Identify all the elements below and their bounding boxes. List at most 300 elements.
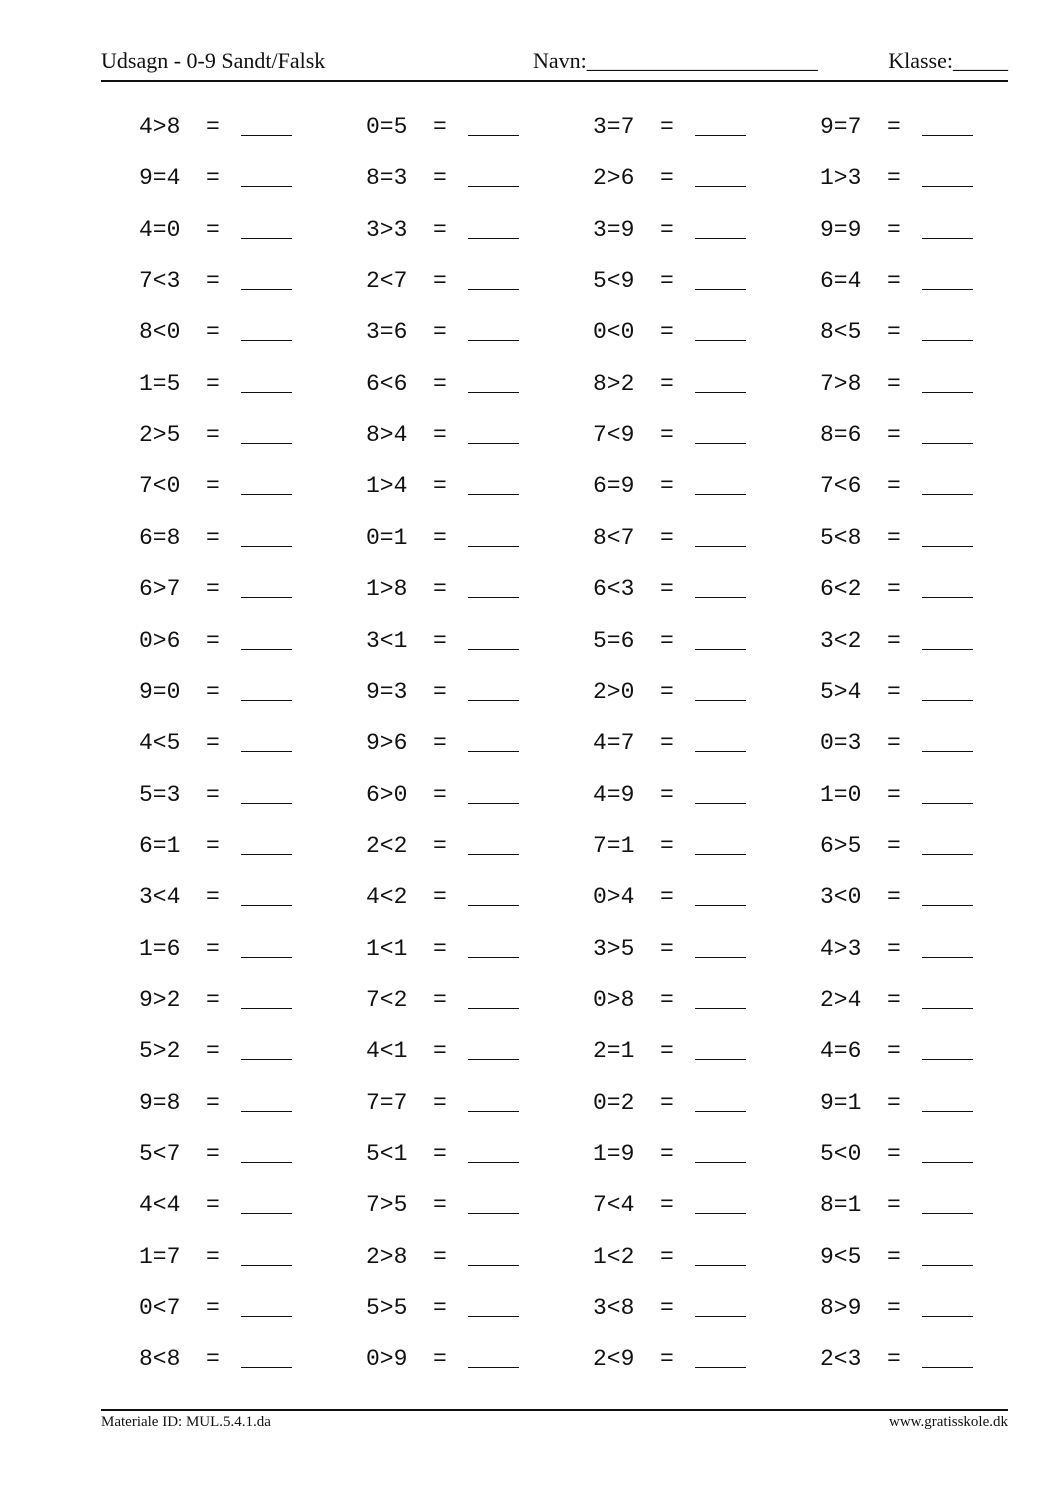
exercise-item xyxy=(139,1293,329,1323)
equals-sign: = xyxy=(660,884,674,911)
equals-sign: = xyxy=(206,678,220,705)
exercise-statement: 1=9 xyxy=(593,1141,635,1167)
answer-blank[interactable] xyxy=(695,803,746,804)
exercise-item xyxy=(820,471,1010,501)
exercise-statement: 3<8 xyxy=(593,1295,635,1322)
answer-blank[interactable] xyxy=(695,1111,746,1112)
exercise-item xyxy=(366,1088,556,1118)
equals-sign: = xyxy=(887,1141,901,1167)
exercise-statement: 3>5 xyxy=(593,935,635,962)
answer-blank[interactable] xyxy=(468,1111,519,1112)
exercise-statement: 8>2 xyxy=(593,370,635,397)
answer-blank[interactable] xyxy=(468,597,519,598)
equals-sign: = xyxy=(433,832,447,859)
answer-blank[interactable] xyxy=(468,494,519,495)
answer-blank[interactable] xyxy=(695,1367,746,1368)
equals-sign: = xyxy=(206,986,220,1013)
answer-blank[interactable] xyxy=(922,238,973,239)
equals-sign: = xyxy=(206,1192,220,1219)
equals-sign: = xyxy=(660,576,674,603)
exercise-item xyxy=(366,317,556,347)
answer-blank[interactable] xyxy=(241,597,292,598)
answer-blank[interactable] xyxy=(241,1265,292,1266)
answer-blank[interactable] xyxy=(241,1367,292,1368)
exercise-statement: 9>2 xyxy=(139,986,181,1013)
answer-blank[interactable] xyxy=(241,1162,292,1163)
answer-blank[interactable] xyxy=(922,494,973,495)
answer-blank[interactable] xyxy=(695,494,746,495)
equals-sign: = xyxy=(206,935,220,962)
answer-blank[interactable] xyxy=(695,957,746,958)
exercise-statement: 9<5 xyxy=(820,1243,862,1270)
answer-blank[interactable] xyxy=(922,392,973,393)
answer-blank[interactable] xyxy=(922,340,973,341)
equals-sign: = xyxy=(660,1089,674,1116)
exercise-statement: 2=1 xyxy=(593,1038,635,1065)
exercise-statement: 9=1 xyxy=(820,1089,862,1116)
exercise-statement: 7<9 xyxy=(593,422,635,449)
answer-blank[interactable] xyxy=(922,289,973,290)
answer-blank[interactable] xyxy=(468,340,519,341)
answer-blank[interactable] xyxy=(468,1213,519,1214)
exercise-statement: 5<9 xyxy=(593,268,635,295)
exercise-statement: 8<0 xyxy=(139,319,181,346)
equals-sign: = xyxy=(433,935,447,962)
exercise-statement: 1=7 xyxy=(139,1243,181,1270)
answer-blank[interactable] xyxy=(468,1367,519,1368)
equals-sign: = xyxy=(206,319,220,346)
exercise-statement: 4=7 xyxy=(593,730,635,757)
answer-blank[interactable] xyxy=(241,546,292,547)
equals-sign: = xyxy=(887,473,901,500)
answer-blank[interactable] xyxy=(922,1213,973,1214)
answer-blank[interactable] xyxy=(241,340,292,341)
exercise-item xyxy=(139,626,329,656)
exercise-item xyxy=(139,1344,329,1374)
exercise-item xyxy=(593,523,783,553)
equals-sign: = xyxy=(433,678,447,705)
exercise-statement: 4<4 xyxy=(139,1192,181,1219)
equals-sign: = xyxy=(660,1038,674,1065)
answer-blank[interactable] xyxy=(468,905,519,906)
exercise-statement: 9>6 xyxy=(366,730,408,757)
equals-sign: = xyxy=(206,884,220,911)
answer-blank[interactable] xyxy=(922,597,973,598)
equals-sign: = xyxy=(887,627,901,654)
answer-blank[interactable] xyxy=(695,854,746,855)
exercise-item xyxy=(820,523,1010,553)
answer-blank[interactable] xyxy=(241,1111,292,1112)
exercise-item xyxy=(820,112,1010,142)
equals-sign: = xyxy=(206,1295,220,1322)
exercise-statement: 5>4 xyxy=(820,678,862,705)
exercise-statement: 3<0 xyxy=(820,884,862,911)
exercise-statement: 2<9 xyxy=(593,1346,635,1373)
answer-blank[interactable] xyxy=(241,1316,292,1317)
answer-blank[interactable] xyxy=(695,700,746,701)
exercise-statement: 5<7 xyxy=(139,1141,181,1167)
exercise-item xyxy=(820,266,1010,296)
answer-blank[interactable] xyxy=(695,289,746,290)
exercise-item xyxy=(366,1190,556,1220)
name-field-label: Navn:_____________________ xyxy=(533,48,818,73)
equals-sign: = xyxy=(433,1192,447,1219)
answer-blank[interactable] xyxy=(922,135,973,136)
exercise-statement: 2>6 xyxy=(593,165,635,192)
exercise-statement: 5=3 xyxy=(139,781,181,808)
exercise-statement: 4<1 xyxy=(366,1038,408,1065)
exercise-statement: 6=8 xyxy=(139,524,181,551)
exercise-statement: 2>0 xyxy=(593,678,635,705)
exercise-statement: 3=6 xyxy=(366,319,408,346)
exercise-item xyxy=(820,1036,1010,1066)
answer-blank[interactable] xyxy=(468,1162,519,1163)
answer-blank[interactable] xyxy=(922,1316,973,1317)
exercise-statement: 1=5 xyxy=(139,370,181,397)
equals-sign: = xyxy=(660,1295,674,1322)
answer-blank[interactable] xyxy=(695,340,746,341)
answer-blank[interactable] xyxy=(922,1265,973,1266)
answer-blank[interactable] xyxy=(468,957,519,958)
exercise-item xyxy=(593,1242,783,1272)
equals-sign: = xyxy=(660,524,674,551)
equals-sign: = xyxy=(887,1295,901,1322)
equals-sign: = xyxy=(887,576,901,603)
answer-blank[interactable] xyxy=(922,1008,973,1009)
exercise-item xyxy=(820,1190,1010,1220)
answer-blank[interactable] xyxy=(922,751,973,752)
answer-blank[interactable] xyxy=(922,186,973,187)
exercise-statement: 7<0 xyxy=(139,473,181,500)
answer-blank[interactable] xyxy=(468,1059,519,1060)
exercise-item xyxy=(366,523,556,553)
equals-sign: = xyxy=(660,422,674,449)
answer-blank[interactable] xyxy=(468,135,519,136)
exercise-statement: 7<2 xyxy=(366,986,408,1013)
answer-blank[interactable] xyxy=(922,957,973,958)
exercise-item xyxy=(820,317,1010,347)
equals-sign: = xyxy=(206,1038,220,1065)
equals-sign: = xyxy=(660,1192,674,1219)
exercise-item xyxy=(593,1293,783,1323)
answer-blank[interactable] xyxy=(922,905,973,906)
footer-divider xyxy=(101,1409,1008,1411)
exercise-item xyxy=(820,1293,1010,1323)
exercise-item xyxy=(139,831,329,861)
equals-sign: = xyxy=(660,935,674,962)
exercise-statement: 7>8 xyxy=(820,370,862,397)
exercise-item xyxy=(366,626,556,656)
answer-blank[interactable] xyxy=(468,751,519,752)
exercise-item xyxy=(366,266,556,296)
exercise-statement: 3<2 xyxy=(820,627,862,654)
exercise-item xyxy=(366,369,556,399)
exercise-statement: 9=8 xyxy=(139,1089,181,1116)
answer-blank[interactable] xyxy=(695,1265,746,1266)
exercise-item xyxy=(593,831,783,861)
exercise-item xyxy=(593,112,783,142)
equals-sign: = xyxy=(206,370,220,397)
equals-sign: = xyxy=(660,627,674,654)
equals-sign: = xyxy=(660,1141,674,1167)
answer-blank[interactable] xyxy=(695,238,746,239)
exercise-statement: 1=0 xyxy=(820,781,862,808)
exercise-item xyxy=(139,163,329,193)
exercise-item xyxy=(139,1139,329,1169)
equals-sign: = xyxy=(206,473,220,500)
exercise-statement: 9=9 xyxy=(820,216,862,243)
exercise-statement: 5>5 xyxy=(366,1295,408,1322)
answer-blank[interactable] xyxy=(241,957,292,958)
answer-blank[interactable] xyxy=(241,238,292,239)
equals-sign: = xyxy=(433,884,447,911)
answer-blank[interactable] xyxy=(241,751,292,752)
answer-blank[interactable] xyxy=(468,1265,519,1266)
exercise-statement: 6>7 xyxy=(139,576,181,603)
exercise-item xyxy=(366,1139,556,1169)
exercise-statement: 5=6 xyxy=(593,627,635,654)
exercise-item xyxy=(820,831,1010,861)
equals-sign: = xyxy=(206,576,220,603)
answer-blank[interactable] xyxy=(468,649,519,650)
answer-blank[interactable] xyxy=(695,751,746,752)
exercise-item xyxy=(366,1344,556,1374)
equals-sign: = xyxy=(887,268,901,295)
exercise-statement: 5<8 xyxy=(820,524,862,551)
equals-sign: = xyxy=(206,422,220,449)
equals-sign: = xyxy=(887,319,901,346)
exercise-statement: 6>0 xyxy=(366,781,408,808)
answer-blank[interactable] xyxy=(241,1008,292,1009)
exercise-statement: 3=9 xyxy=(593,216,635,243)
exercise-statement: 2>4 xyxy=(820,986,862,1013)
answer-blank[interactable] xyxy=(695,1008,746,1009)
exercise-item xyxy=(139,934,329,964)
answer-blank[interactable] xyxy=(922,546,973,547)
answer-blank[interactable] xyxy=(695,392,746,393)
exercise-statement: 0<0 xyxy=(593,319,635,346)
answer-blank[interactable] xyxy=(241,289,292,290)
answer-blank[interactable] xyxy=(241,700,292,701)
answer-blank[interactable] xyxy=(695,1316,746,1317)
website-url: www.gratisskole.dk xyxy=(888,1414,1008,1430)
exercise-item xyxy=(593,163,783,193)
equals-sign: = xyxy=(433,1346,447,1373)
answer-blank[interactable] xyxy=(468,546,519,547)
exercise-item xyxy=(139,317,329,347)
answer-blank[interactable] xyxy=(695,597,746,598)
equals-sign: = xyxy=(660,319,674,346)
exercise-statement: 4>3 xyxy=(820,935,862,962)
answer-blank[interactable] xyxy=(241,649,292,650)
exercise-statement: 7<3 xyxy=(139,268,181,295)
equals-sign: = xyxy=(206,1346,220,1373)
answer-blank[interactable] xyxy=(922,1367,973,1368)
equals-sign: = xyxy=(433,1089,447,1116)
exercise-item xyxy=(593,369,783,399)
answer-blank[interactable] xyxy=(241,392,292,393)
exercise-item xyxy=(139,112,329,142)
exercise-item xyxy=(593,317,783,347)
equals-sign: = xyxy=(660,370,674,397)
exercise-statement: 8>4 xyxy=(366,422,408,449)
exercise-item xyxy=(820,934,1010,964)
answer-blank[interactable] xyxy=(922,1111,973,1112)
equals-sign: = xyxy=(206,1089,220,1116)
equals-sign: = xyxy=(433,319,447,346)
answer-blank[interactable] xyxy=(241,186,292,187)
answer-blank[interactable] xyxy=(241,1059,292,1060)
exercise-item xyxy=(366,112,556,142)
answer-blank[interactable] xyxy=(695,1213,746,1214)
answer-blank[interactable] xyxy=(468,700,519,701)
answer-blank[interactable] xyxy=(241,494,292,495)
exercise-statement: 0>8 xyxy=(593,986,635,1013)
answer-blank[interactable] xyxy=(695,1059,746,1060)
exercise-statement: 1<2 xyxy=(593,1243,635,1270)
answer-blank[interactable] xyxy=(695,186,746,187)
exercise-item xyxy=(139,523,329,553)
exercise-item xyxy=(593,420,783,450)
exercise-item xyxy=(139,1036,329,1066)
exercise-item xyxy=(593,882,783,912)
exercise-item xyxy=(593,677,783,707)
exercise-item xyxy=(820,882,1010,912)
answer-blank[interactable] xyxy=(922,649,973,650)
answer-blank[interactable] xyxy=(695,649,746,650)
equals-sign: = xyxy=(887,524,901,551)
answer-blank[interactable] xyxy=(468,238,519,239)
equals-sign: = xyxy=(433,114,447,140)
exercise-statement: 8=1 xyxy=(820,1192,862,1219)
equals-sign: = xyxy=(660,268,674,295)
exercise-statement: 0=5 xyxy=(366,114,408,140)
exercise-item xyxy=(820,626,1010,656)
answer-blank[interactable] xyxy=(922,1162,973,1163)
equals-sign: = xyxy=(887,986,901,1013)
equals-sign: = xyxy=(206,1141,220,1167)
exercise-item xyxy=(820,215,1010,245)
equals-sign: = xyxy=(887,370,901,397)
exercise-statement: 5<0 xyxy=(820,1141,862,1167)
exercise-item xyxy=(820,163,1010,193)
equals-sign: = xyxy=(660,165,674,192)
equals-sign: = xyxy=(660,678,674,705)
answer-blank[interactable] xyxy=(695,135,746,136)
answer-blank[interactable] xyxy=(922,803,973,804)
exercise-item xyxy=(366,831,556,861)
answer-blank[interactable] xyxy=(468,854,519,855)
answer-blank[interactable] xyxy=(468,1316,519,1317)
exercise-item xyxy=(366,1242,556,1272)
equals-sign: = xyxy=(887,935,901,962)
exercise-item xyxy=(366,215,556,245)
exercise-statement: 3<1 xyxy=(366,627,408,654)
answer-blank[interactable] xyxy=(241,905,292,906)
equals-sign: = xyxy=(660,216,674,243)
answer-blank[interactable] xyxy=(695,905,746,906)
answer-blank[interactable] xyxy=(468,186,519,187)
answer-blank[interactable] xyxy=(241,135,292,136)
exercise-statement: 4=6 xyxy=(820,1038,862,1065)
answer-blank[interactable] xyxy=(468,1008,519,1009)
exercise-statement: 1>3 xyxy=(820,165,862,192)
exercise-item xyxy=(820,677,1010,707)
answer-blank[interactable] xyxy=(241,854,292,855)
equals-sign: = xyxy=(433,576,447,603)
answer-blank[interactable] xyxy=(922,700,973,701)
exercise-item xyxy=(139,215,329,245)
equals-sign: = xyxy=(887,216,901,243)
exercise-item xyxy=(366,728,556,758)
equals-sign: = xyxy=(660,473,674,500)
exercise-statement: 7<4 xyxy=(593,1192,635,1219)
exercise-item xyxy=(139,471,329,501)
equals-sign: = xyxy=(887,422,901,449)
equals-sign: = xyxy=(206,165,220,192)
exercise-item xyxy=(820,420,1010,450)
exercise-item xyxy=(139,369,329,399)
answer-blank[interactable] xyxy=(468,803,519,804)
exercise-statement: 9=4 xyxy=(139,165,181,192)
exercise-item xyxy=(139,882,329,912)
answer-blank[interactable] xyxy=(468,443,519,444)
exercise-item xyxy=(366,985,556,1015)
equals-sign: = xyxy=(660,832,674,859)
exercise-item xyxy=(366,163,556,193)
exercise-statement: 2>5 xyxy=(139,422,181,449)
exercise-item xyxy=(139,1190,329,1220)
exercise-statement: 3>3 xyxy=(366,216,408,243)
exercise-item xyxy=(366,574,556,604)
exercise-statement: 0=1 xyxy=(366,524,408,551)
answer-blank[interactable] xyxy=(695,1162,746,1163)
equals-sign: = xyxy=(887,832,901,859)
answer-blank[interactable] xyxy=(922,443,973,444)
answer-blank[interactable] xyxy=(468,289,519,290)
exercise-statement: 0<7 xyxy=(139,1295,181,1322)
equals-sign: = xyxy=(887,1243,901,1270)
answer-blank[interactable] xyxy=(922,1059,973,1060)
exercise-item xyxy=(820,728,1010,758)
answer-blank[interactable] xyxy=(241,443,292,444)
answer-blank[interactable] xyxy=(241,1213,292,1214)
answer-blank[interactable] xyxy=(695,546,746,547)
exercise-statement: 6=9 xyxy=(593,473,635,500)
exercise-item xyxy=(139,420,329,450)
equals-sign: = xyxy=(433,268,447,295)
exercise-statement: 0=3 xyxy=(820,730,862,757)
answer-blank[interactable] xyxy=(468,392,519,393)
exercise-item xyxy=(593,1036,783,1066)
exercise-item xyxy=(366,1293,556,1323)
equals-sign: = xyxy=(433,781,447,808)
equals-sign: = xyxy=(887,1038,901,1065)
exercise-item xyxy=(366,882,556,912)
exercise-item xyxy=(593,1088,783,1118)
exercise-item xyxy=(366,420,556,450)
exercise-statement: 6>5 xyxy=(820,832,862,859)
equals-sign: = xyxy=(887,1192,901,1219)
exercise-statement: 9=7 xyxy=(820,114,862,140)
equals-sign: = xyxy=(660,114,674,140)
equals-sign: = xyxy=(433,1295,447,1322)
answer-blank[interactable] xyxy=(695,443,746,444)
exercise-statement: 1<1 xyxy=(366,935,408,962)
exercise-statement: 0>6 xyxy=(139,627,181,654)
answer-blank[interactable] xyxy=(241,803,292,804)
answer-blank[interactable] xyxy=(922,854,973,855)
